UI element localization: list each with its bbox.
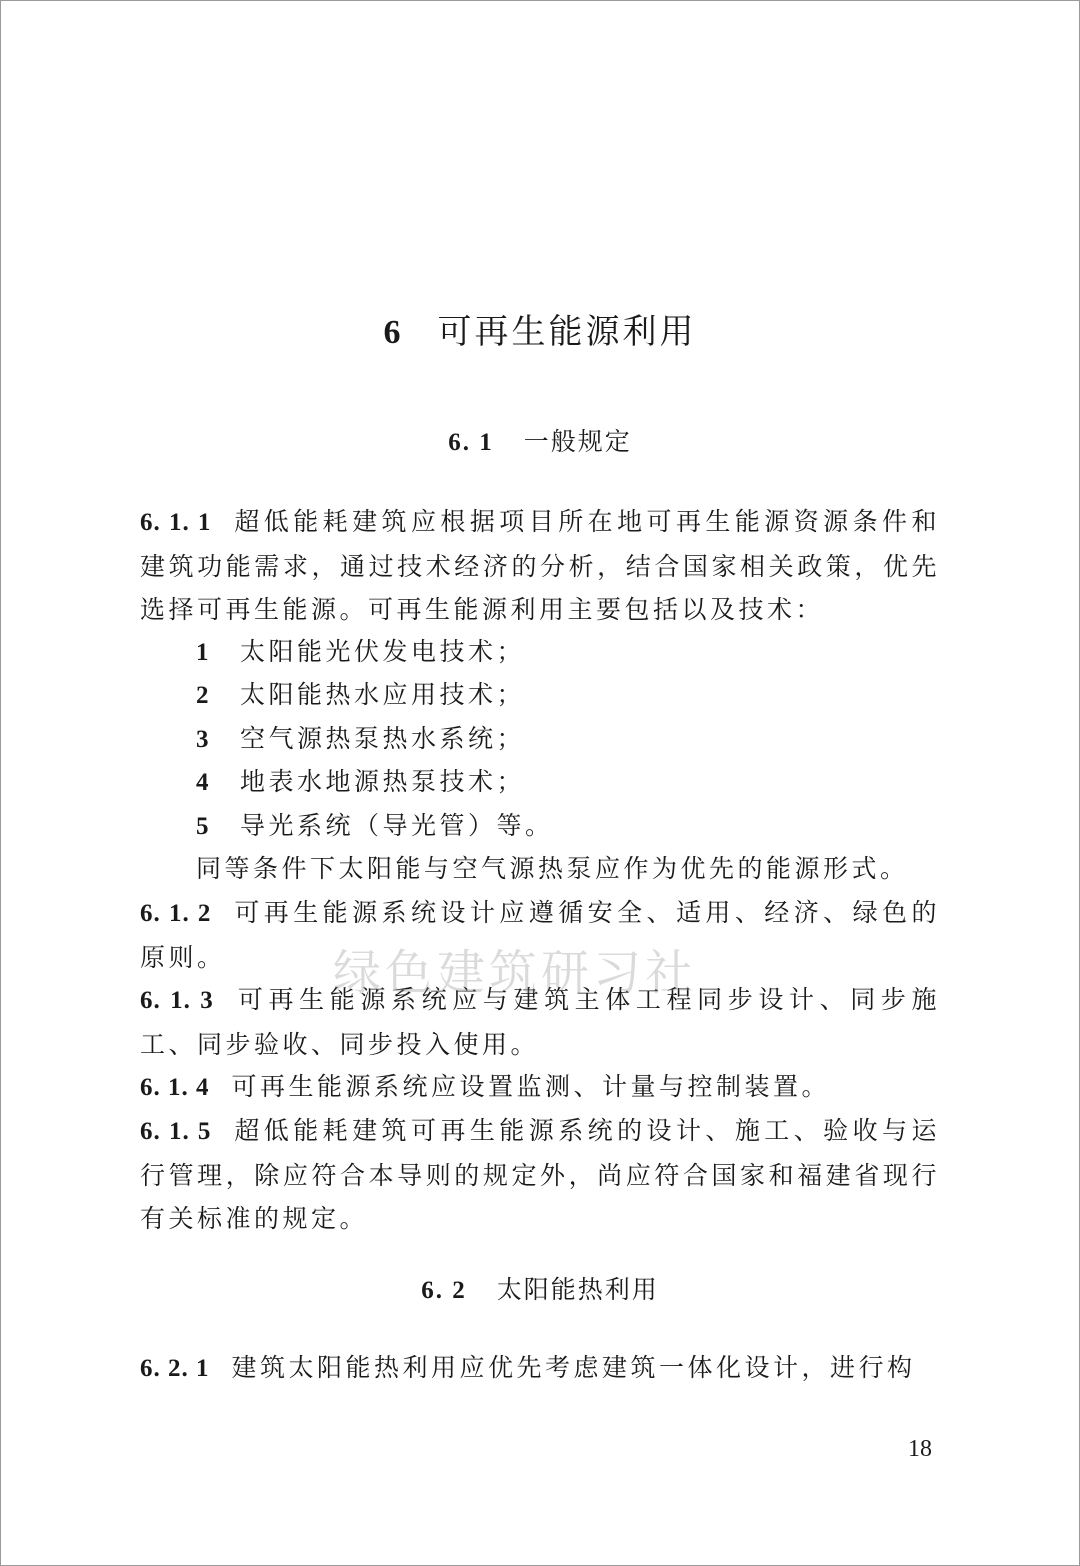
clause-number: 6. 1. 1 (140, 509, 212, 536)
chapter-number: 6 (383, 314, 404, 351)
clause-6-2-1 (140, 1346, 940, 1391)
clause-6-1-1 (140, 500, 940, 632)
clause-text: 超低能耗建筑可再生能源系统的设计、施工、验收与运行管理，除应符合本导则的规定外，尚应符合国家和福建省现行有关标准的规定。 (140, 1116, 940, 1233)
list-item-number: 3 (196, 726, 212, 753)
list-item-number: 2 (196, 682, 212, 709)
list-item-text: 空气源热泵热水系统； (240, 724, 526, 753)
section-number: 6. 2 (421, 1277, 467, 1304)
list-item-text: 太阳能热水应用技术； (240, 680, 526, 709)
section-number: 6. 1 (448, 429, 494, 456)
clause-6-1-2 (140, 891, 940, 979)
clause-text: 可再生能源系统设计应遵循安全、适用、经济、绿色的原则。 (140, 898, 940, 972)
clause-6-1-1-note: 同等条件下太阳能与空气源热泵应作为优先的能源形式。 (196, 854, 909, 883)
clause-number: 6. 2. 1 (140, 1355, 210, 1382)
list-item-number: 5 (196, 813, 212, 840)
list-item (196, 760, 525, 805)
clause-number: 6. 1. 5 (140, 1118, 212, 1145)
list-item-text: 太阳能光伏发电技术； (240, 637, 526, 666)
list-item-text: 导光系统（导光管）等。 (240, 811, 554, 840)
clause-number: 6. 1. 4 (140, 1074, 210, 1101)
clause-6-1-4 (140, 1065, 940, 1110)
clause-6-1-3 (140, 978, 940, 1066)
clause-text: 超低能耗建筑应根据项目所在地可再生能源资源条件和建筑功能需求，通过技术经济的分析，结合国家相关政策，优先选择可再生能源。可再生能源利用主要包括以及技术： (140, 507, 940, 624)
list-item-text: 地表水地源热泵技术； (240, 767, 526, 796)
clause-number: 6. 1. 2 (140, 900, 212, 927)
clause-number: 6. 1. 3 (140, 987, 214, 1014)
watermark: 绿色建筑研习社 (333, 945, 698, 1001)
clause-6-1-5 (140, 1109, 940, 1241)
list-item (196, 804, 554, 849)
list-item-number: 4 (196, 769, 212, 796)
chapter-title-text: 可再生能源利用 (437, 312, 697, 352)
clause-text: 可再生能源系统应与建筑主体工程同步设计、同步施工、同步验收、同步投入使用。 (140, 985, 940, 1059)
page-number: 18 (908, 1436, 932, 1462)
chapter-title (0, 308, 1080, 357)
list-item-number: 1 (196, 639, 212, 666)
section-title-text: 太阳能热利用 (496, 1275, 659, 1304)
section-title-6-1 (0, 424, 1080, 461)
section-title-6-2 (0, 1272, 1080, 1309)
list-item (196, 630, 525, 675)
section-title-text: 一般规定 (523, 427, 632, 456)
clause-text: 可再生能源系统应设置监测、计量与控制装置。 (231, 1072, 831, 1101)
list-item (196, 717, 525, 762)
clause-text: 建筑太阳能热利用应优先考虑建筑一体化设计，进行构 (231, 1353, 916, 1382)
list-item (196, 673, 525, 718)
